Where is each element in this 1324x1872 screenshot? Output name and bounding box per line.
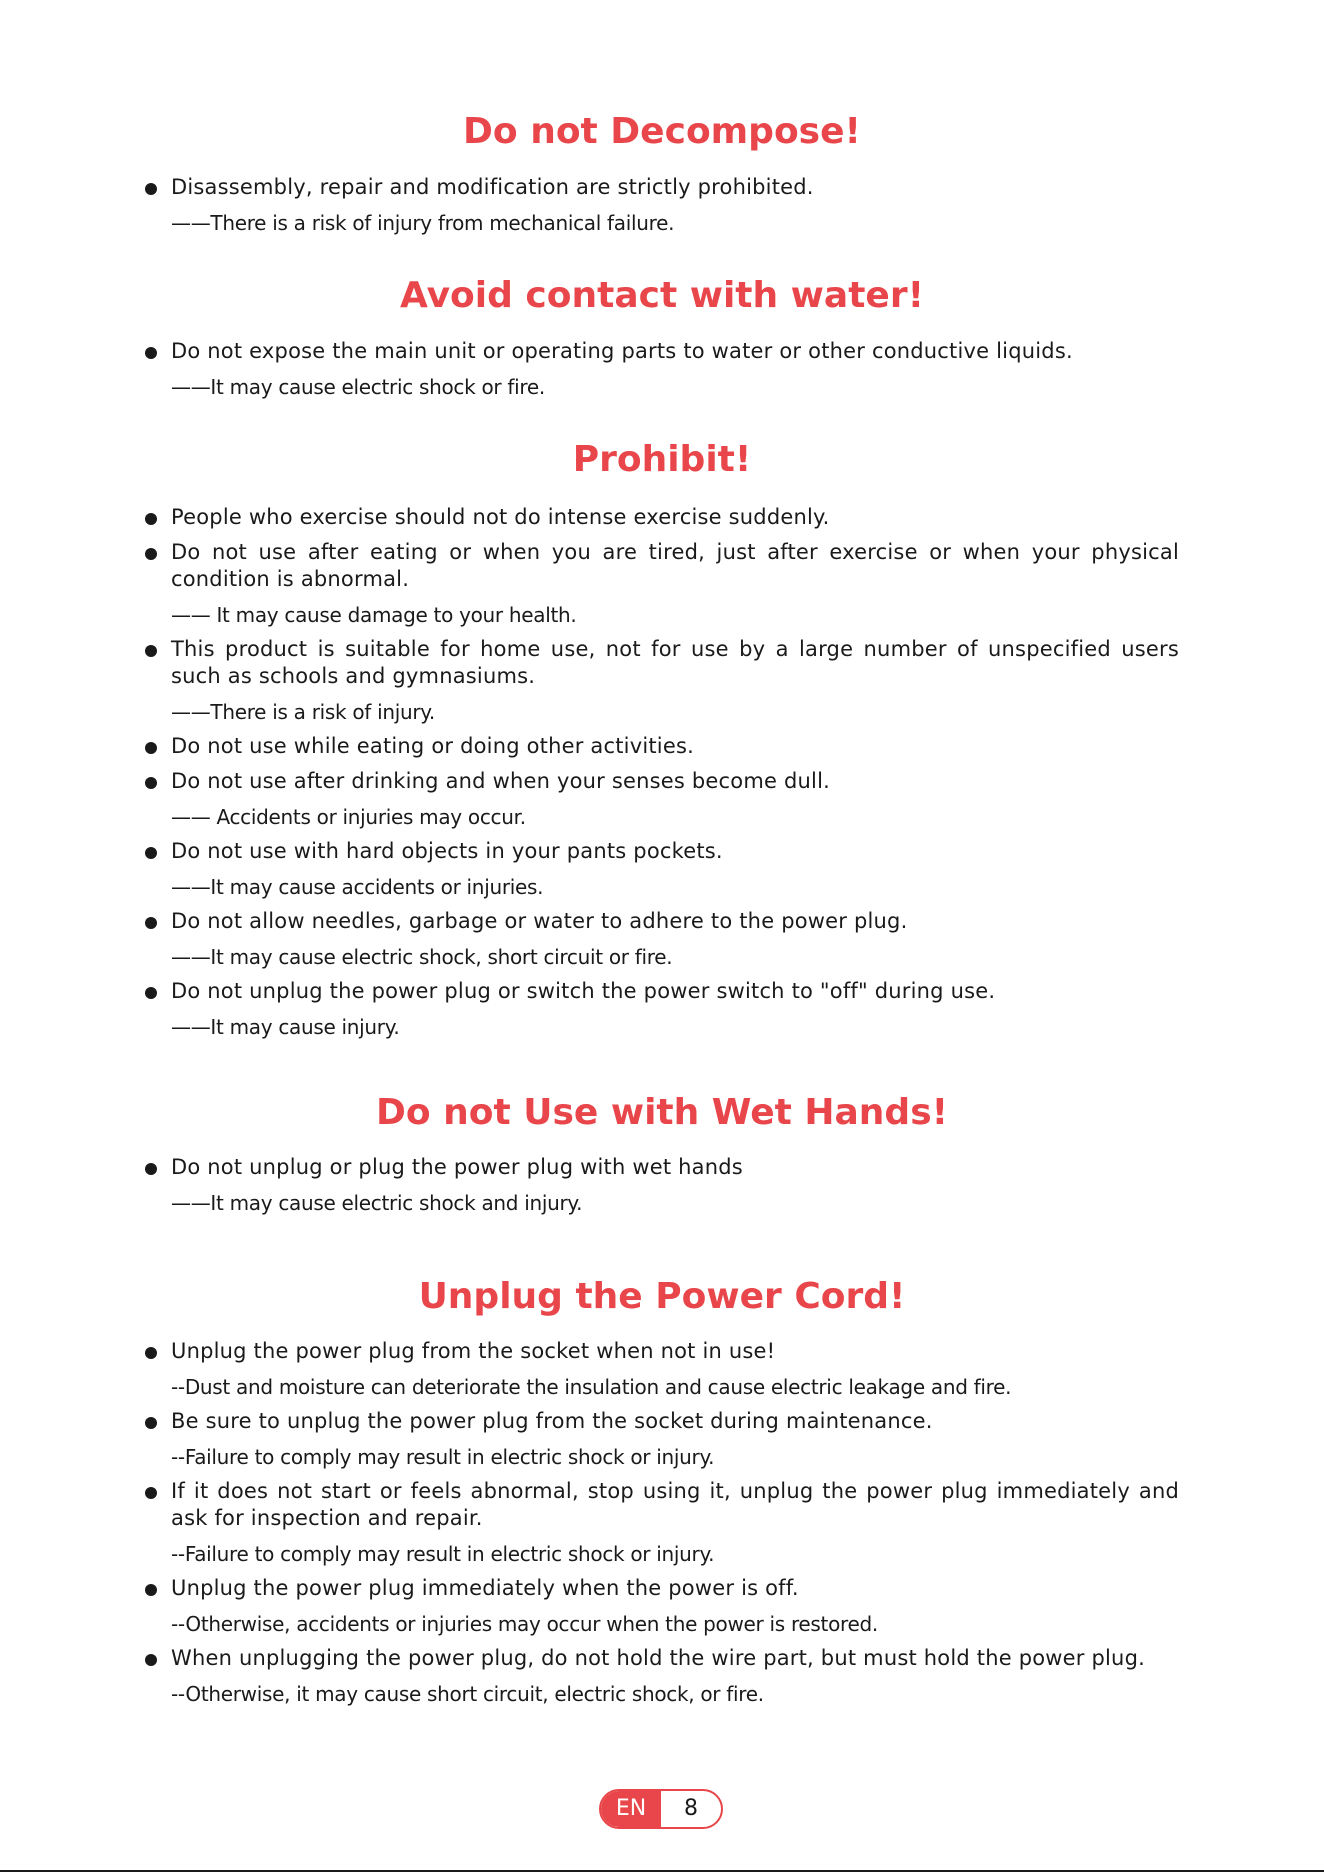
safety-item: Do not use while eating or doing other activities. [171,734,694,758]
page-number: 8 [684,1796,698,1821]
safety-note: ——There is a risk of injury from mechanical failure. [171,211,675,235]
bullet-icon [145,1487,157,1499]
safety-note: --Otherwise, it may cause short circuit, electric shock, or fire. [171,1682,764,1706]
safety-note: ——It may cause electric shock and injury. [171,1191,583,1215]
bullet-icon [145,987,157,999]
bullet-icon [145,1584,157,1596]
safety-note: ——It may cause accidents or injuries. [171,875,544,899]
language-label: EN [601,1791,661,1827]
bullet-icon [145,847,157,859]
safety-note: ——It may cause electric shock, short circuit or fire. [171,945,673,969]
section-title-water: Avoid contact with water! [399,275,925,316]
safety-item: Do not unplug or plug the power plug with wet hands [171,1155,743,1179]
safety-item: Disassembly, repair and modification are strictly prohibited. [171,175,814,199]
safety-note: --Dust and moisture can deteriorate the insulation and cause electric leakage and fire. [171,1375,1012,1399]
safety-item: Do not expose the main unit or operating parts to water or other conductive liquids. [171,339,1073,363]
safety-note: ——It may cause injury. [171,1015,400,1039]
safety-item: Do not unplug the power plug or switch the power switch to "off" during use. [171,979,996,1003]
safety-item: This product is suitable for home use, not for use by a large number of unspecified users such as schools and gymnasiums. [171,637,1179,688]
safety-item: Do not use with hard objects in your pants pockets. [171,839,723,863]
safety-item: Unplug the power plug immediately when the power is off. [171,1576,799,1600]
safety-note: --Otherwise, accidents or injuries may occur when the power is restored. [171,1612,878,1636]
section-title-wet-hands: Do not Use with Wet Hands! [375,1092,949,1133]
safety-item: Be sure to unplug the power plug from the socket during maintenance. [171,1409,933,1433]
section-title-decompose: Do not Decompose! [463,111,861,152]
safety-item: Do not use after eating or when you are tired, just after exercise or when your physical condition is abnormal. [171,540,1179,591]
page-number-badge [599,1789,723,1829]
bullet-icon [145,183,157,195]
safety-note: --Failure to comply may result in electric shock or injury. [171,1445,715,1469]
bullet-icon [145,742,157,754]
bullet-icon [145,1417,157,1429]
safety-item: When unplugging the power plug, do not hold the wire part, but must hold the power plug. [171,1646,1145,1670]
section-title-unplug: Unplug the Power Cord! [418,1276,906,1317]
bullet-icon [145,1347,157,1359]
bullet-icon [145,777,157,789]
safety-note: —— It may cause damage to your health. [171,603,577,627]
safety-item: People who exercise should not do intense exercise suddenly. [171,505,830,529]
bullet-icon [145,1654,157,1666]
bullet-icon [145,347,157,359]
bullet-icon [145,513,157,525]
safety-note: ——There is a risk of injury. [171,700,435,724]
safety-note: --Failure to comply may result in electric shock or injury. [171,1542,715,1566]
section-title-prohibit: Prohibit! [572,439,752,480]
bullet-icon [145,1163,157,1175]
safety-item: Do not allow needles, garbage or water to adhere to the power plug. [171,909,908,933]
safety-item: Do not use after drinking and when your senses become dull. [171,769,830,793]
bullet-icon [145,548,157,560]
safety-item: If it does not start or feels abnormal, stop using it, unplug the power plug immediately and ask for inspection and repair. [171,1479,1179,1530]
safety-note: ——It may cause electric shock or fire. [171,375,545,399]
safety-note: —— Accidents or injuries may occur. [171,805,526,829]
safety-item: Unplug the power plug from the socket when not in use! [171,1339,776,1363]
bullet-icon [145,645,157,657]
bullet-icon [145,917,157,929]
